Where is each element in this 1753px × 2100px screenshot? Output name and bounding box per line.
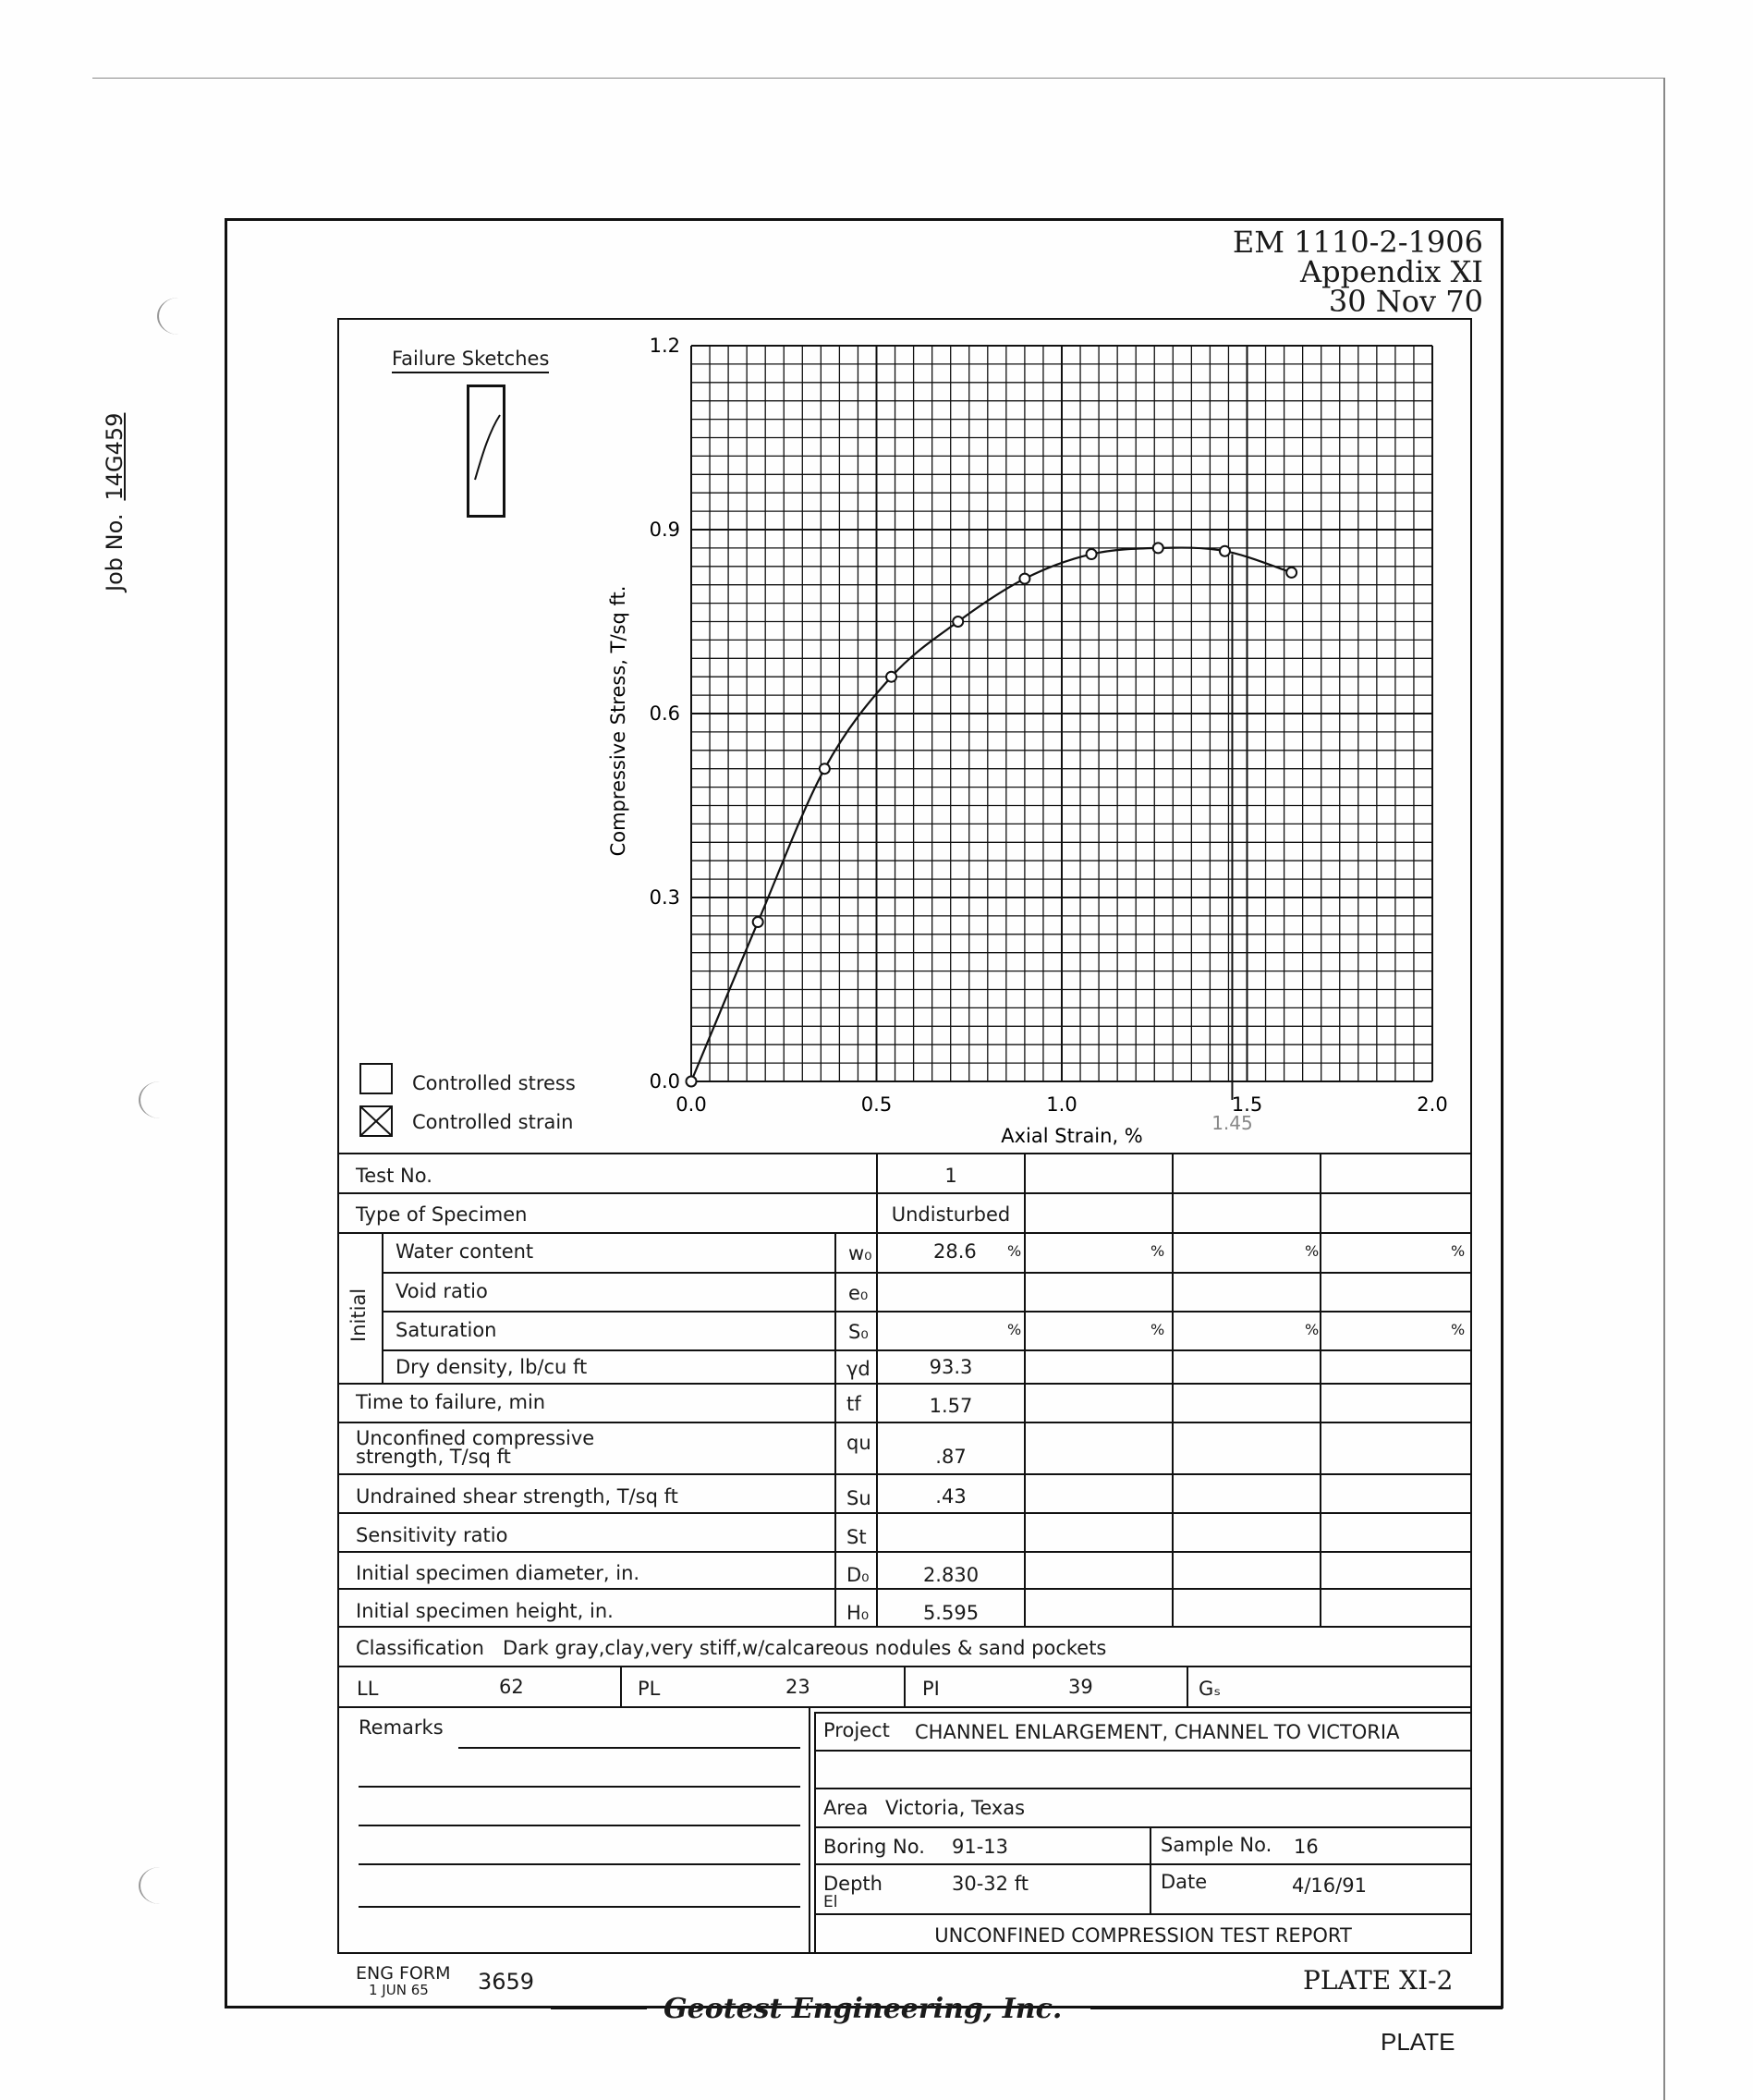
project-line [814,1788,1472,1789]
date-label: Date [1161,1871,1208,1893]
y-tick-label: 0.6 [649,702,680,725]
project-line [814,1712,1472,1714]
strain-marker-label: 1.45 [1211,1112,1253,1134]
x-tick-label: 1.0 [1046,1093,1077,1116]
gs-label: Gₛ [1199,1678,1222,1700]
remarks-label: Remarks [359,1716,444,1739]
dry-density-symbol: γd [846,1358,870,1380]
pi-label: PI [922,1678,940,1700]
diameter-label: Initial specimen diameter, in. [356,1562,640,1584]
row-line [337,1706,1472,1708]
percent-sign: % [1305,1242,1320,1260]
sample-label: Sample No. [1161,1834,1272,1856]
area-label: Area [823,1797,869,1819]
depth-value: 30-32 ft [952,1873,1029,1895]
data-point [1220,546,1230,556]
row-line [337,1473,1472,1475]
y-tick-label: 1.2 [649,335,680,357]
depth-label: Depth [823,1873,883,1895]
stress-strain-curve [691,548,1292,1081]
stress-strain-chart [591,324,1479,1155]
remarks-line [359,1786,800,1788]
x-tick-label: 0.5 [860,1093,893,1116]
ucs-symbol: qu [846,1432,871,1454]
classification-value: Dark gray,clay,very stiff,w/calcareous nodules & sand pockets [502,1637,1107,1659]
water-content-label: Water content [396,1240,534,1263]
row-line [382,1311,1472,1312]
height-label: Initial specimen height, in. [356,1600,614,1622]
y-tick-label: 0.9 [649,519,680,541]
ucs-label-line2: strength, T/sq ft [356,1446,511,1468]
boring-value: 91-13 [952,1836,1009,1858]
report-title: UNCONFINED COMPRESSION TEST REPORT [934,1924,1352,1947]
time-to-failure-value: 1.57 [929,1395,973,1417]
dry-density-label: Dry density, lb/cu ft [396,1356,588,1378]
controlled-stress-checkbox[interactable] [359,1063,393,1094]
eng-form-label: ENG FORM [356,1963,451,1984]
data-point [1019,574,1029,584]
row-line [337,1422,1472,1423]
header-date: 30 Nov 70 [1328,284,1483,319]
failure-sketch [467,385,505,518]
percent-sign: % [1305,1321,1320,1338]
time-to-failure-label: Time to failure, min [356,1391,546,1413]
chart-series [687,543,1297,1134]
ucs-value: .87 [935,1446,967,1468]
boring-label: Boring No. [823,1836,925,1858]
project-line [814,1863,1472,1865]
percent-sign: % [1007,1242,1022,1260]
initial-group-line [382,1232,383,1383]
initial-group-label: Initial [347,1288,370,1342]
void-ratio-label: Void ratio [396,1280,488,1302]
col-line [1320,1153,1321,1626]
data-point [820,763,830,774]
binder-hole [157,298,200,335]
remarks-line [359,1825,800,1826]
eng-form-date: 1 JUN 65 [369,1982,429,1998]
dry-density-value: 93.3 [929,1356,973,1378]
sensitivity-symbol: St [846,1526,867,1548]
binder-hole [139,1081,181,1118]
remarks-line [359,1863,800,1865]
col-line [1172,1153,1174,1626]
ll-value: 62 [499,1676,524,1698]
void-ratio-symbol: e₀ [848,1282,869,1304]
percent-sign: % [1451,1242,1466,1260]
controlled-strain-checkbox[interactable] [359,1105,393,1137]
x-tick-label: 2.0 [1417,1093,1448,1116]
area-value: Victoria, Texas [885,1797,1026,1819]
sample-value: 16 [1294,1836,1319,1858]
shear-strength-symbol: Su [846,1487,871,1509]
row-line [382,1272,1472,1274]
classification [356,1637,1106,1659]
shear-strength-value: .43 [935,1485,967,1508]
project-line [814,1750,1472,1752]
classification-label: Classification [356,1637,484,1659]
row-line [337,1192,1472,1194]
project-value: CHANNEL ENLARGEMENT, CHANNEL TO VICTORIA [915,1721,1400,1743]
row-line [337,1512,1472,1514]
height-symbol: H₀ [846,1602,870,1624]
project-label: Project [823,1719,890,1741]
header-appendix: Appendix XI [1300,254,1483,289]
time-to-failure-symbol: tf [846,1393,861,1415]
water-content-value: 28.6 [933,1240,977,1263]
project-divider [809,1706,810,1954]
limits-col-line [1187,1666,1188,1706]
project-line [814,1826,1472,1828]
project-col-line [1150,1826,1151,1913]
percent-sign: % [1150,1242,1165,1260]
ucs-label [356,1429,594,1466]
job-number: Job No.14G459 [102,412,128,592]
remarks-line [359,1906,800,1908]
form-number: 3659 [478,1969,535,1995]
project-line [814,1913,1472,1915]
col-line [1024,1153,1026,1626]
footer-rule [1090,2008,1503,2009]
percent-sign: % [1007,1321,1022,1338]
el-label: El [823,1893,838,1911]
chart-grid [691,346,1432,1081]
binder-hole [139,1867,181,1904]
percent-sign: % [1451,1321,1466,1338]
data-point [753,917,763,927]
symbol-col-line [834,1232,836,1626]
failure-sketches-label: Failure Sketches [392,348,549,373]
x-axis-label: Axial Strain, % [1001,1125,1143,1147]
limits-col-line [620,1666,622,1706]
controlled-stress-label: Controlled stress [412,1072,576,1094]
document-header [1109,225,1483,319]
saturation-symbol: S₀ [848,1321,869,1343]
data-point [1153,543,1163,553]
ucs-label-line1: Unconfined compressive [356,1427,595,1449]
plate-bottom: PLATE [1381,2028,1455,2056]
footer-rule [551,2008,647,2009]
limits-col-line [904,1666,906,1706]
project-divider [814,1712,816,1954]
controlled-strain-label: Controlled strain [412,1111,574,1133]
row-line [382,1349,1472,1351]
height-value: 5.595 [922,1602,980,1624]
pi-value: 39 [1068,1676,1093,1698]
saturation-label: Saturation [396,1319,497,1341]
data-point [687,1077,697,1087]
ll-label: LL [357,1678,379,1700]
chart-ticks [650,335,1448,1116]
pl-label: PL [638,1678,661,1700]
header-em-number: EM 1110-2-1906 [1232,225,1483,260]
table-top-border [337,1153,1472,1154]
shear-strength-label: Undrained shear strength, T/sq ft [356,1485,678,1508]
remarks-line [458,1747,800,1749]
row-line [337,1626,1472,1628]
diameter-value: 2.830 [922,1564,980,1586]
company-name: Geotest Engineering, Inc. [663,1993,1063,2025]
x-tick-label: 0.0 [676,1093,707,1116]
eng-form [356,1965,450,1998]
percent-sign: % [1150,1321,1165,1338]
plate-number: PLATE XI-2 [1303,1965,1454,1996]
row-line [337,1588,1472,1590]
sensitivity-label: Sensitivity ratio [356,1524,508,1546]
data-point [1087,549,1097,559]
date-value: 4/16/91 [1292,1874,1367,1897]
x-tick-label: 1.5 [1231,1093,1263,1116]
water-content-symbol: w₀ [848,1242,872,1264]
test-no-label: Test No. [356,1165,432,1187]
diameter-symbol: D₀ [846,1564,870,1586]
specimen-type-value: Undisturbed [891,1203,1011,1226]
data-point [1286,568,1296,578]
row-line [337,1551,1472,1553]
y-tick-label: 0.0 [649,1070,680,1093]
y-axis-label: Compressive Stress, T/sq ft. [607,585,629,857]
pl-value: 23 [785,1676,810,1698]
specimen-type-label: Type of Specimen [356,1203,528,1226]
data-point [886,672,896,682]
test-no-value: 1 [944,1165,957,1187]
y-tick-label: 0.3 [649,886,680,909]
row-line [337,1232,1472,1234]
data-point [953,617,963,627]
row-line [337,1383,1472,1385]
